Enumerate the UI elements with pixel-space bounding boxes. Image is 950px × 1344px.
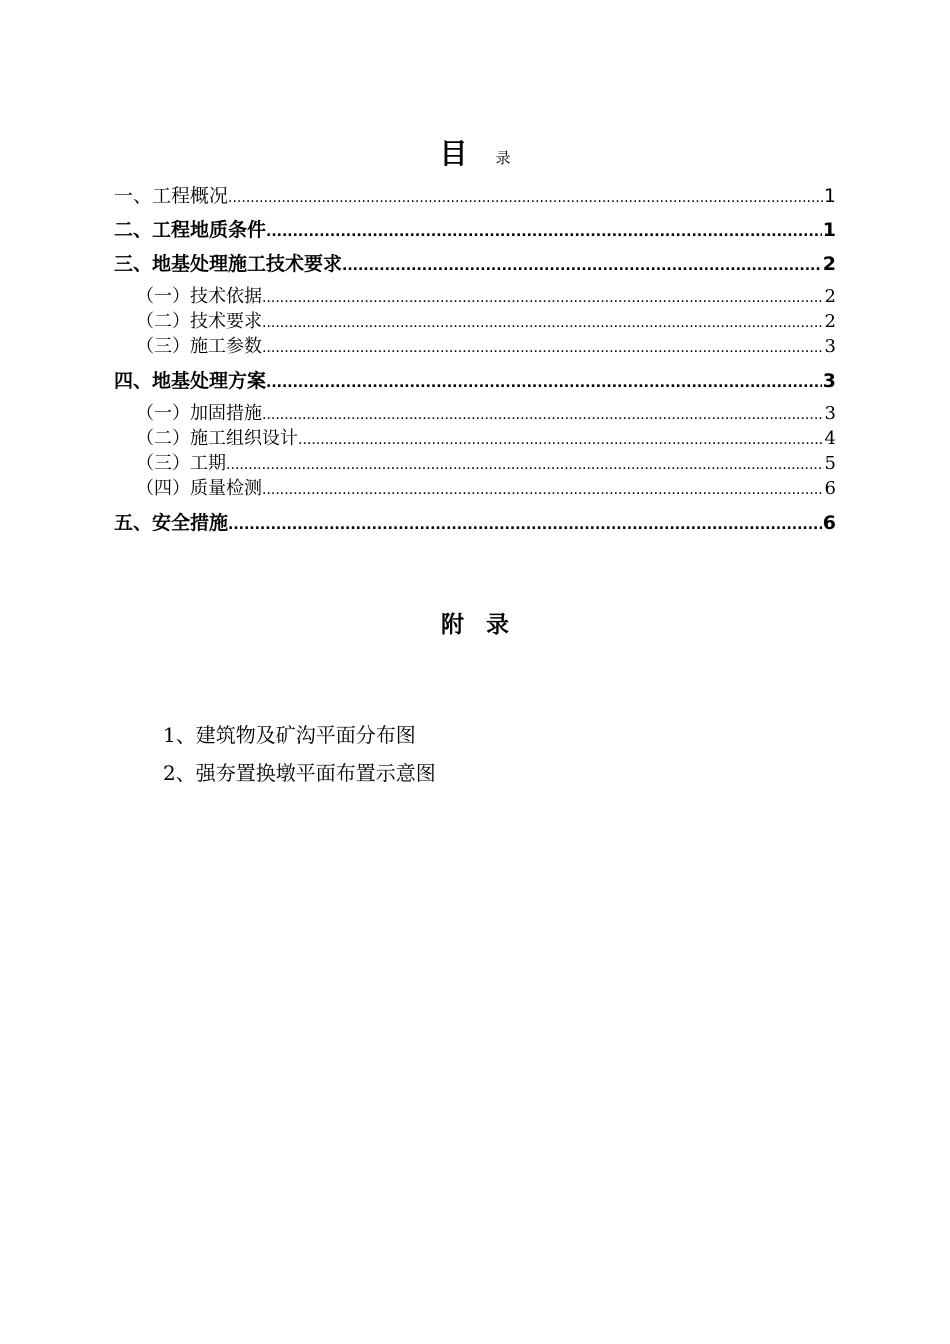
- toc-leader-dots: [298, 428, 824, 451]
- toc-leader-dots: [262, 478, 824, 501]
- appendix-title: 附录: [441, 612, 531, 638]
- toc-entry-label: （三）工期: [136, 453, 226, 474]
- toc-title-main: 目: [439, 137, 468, 170]
- toc-entry-label: （二）技术要求: [136, 311, 262, 332]
- toc-entry-label: （一）技术依据: [136, 286, 262, 307]
- spacer: [114, 359, 836, 367]
- toc-entry-label: 三、地基处理施工技术要求: [114, 253, 343, 275]
- toc-entry-page: 3: [822, 370, 836, 392]
- toc-leader-dots: [266, 218, 822, 246]
- toc-subentry[interactable]: [114, 451, 836, 476]
- toc-entry-page: 1: [822, 219, 836, 241]
- toc-leader-dots: [262, 403, 824, 426]
- toc-entry-page: 2: [824, 286, 836, 307]
- toc-leader-dots: [262, 311, 824, 334]
- toc-entry-label: （一）加固措施: [136, 403, 262, 424]
- toc-entry[interactable]: [114, 250, 836, 284]
- table-of-contents: [114, 182, 836, 543]
- toc-entry[interactable]: [114, 509, 836, 543]
- toc-title-sub: 录: [495, 149, 511, 167]
- toc-entry-label: 五、安全措施: [114, 512, 229, 534]
- toc-entry-page: 4: [824, 428, 836, 449]
- toc-subentry[interactable]: [114, 284, 836, 309]
- toc-entry-page: 3: [824, 336, 836, 357]
- toc-subentry[interactable]: [114, 334, 836, 359]
- toc-title: [0, 132, 950, 168]
- toc-leader-dots: [342, 252, 822, 280]
- toc-entry[interactable]: [114, 182, 836, 216]
- toc-subentry[interactable]: [114, 476, 836, 501]
- spacer: [114, 501, 836, 509]
- toc-entry-label: 四、地基处理方案: [114, 370, 267, 392]
- toc-entry-page: 2: [824, 311, 836, 332]
- toc-subentry[interactable]: [114, 401, 836, 426]
- toc-entry-label: （三）施工参数: [136, 336, 262, 357]
- toc-entry-label: 一、工程概况: [114, 185, 229, 207]
- toc-subentry[interactable]: [114, 309, 836, 334]
- toc-entry-page: 6: [824, 478, 836, 499]
- toc-entry-page: 6: [822, 512, 836, 534]
- toc-leader-dots: [266, 369, 822, 397]
- toc-entry-label: （二）施工组织设计: [136, 428, 298, 449]
- toc-entry[interactable]: [114, 367, 836, 401]
- appendix-list: [163, 720, 436, 796]
- toc-leader-dots: [226, 453, 824, 476]
- toc-entry-page: 1: [823, 185, 836, 207]
- toc-leader-dots: [228, 184, 823, 212]
- toc-subentry[interactable]: [114, 426, 836, 451]
- toc-entry-label: （四）质量检测: [136, 478, 262, 499]
- toc-leader-dots: [228, 511, 822, 539]
- toc-entry-label: 二、工程地质条件: [114, 219, 267, 241]
- toc-entry-page: 5: [824, 453, 836, 474]
- appendix-item: 1、建筑物及矿沟平面分布图: [163, 723, 416, 747]
- toc-entry-page: 2: [822, 253, 836, 275]
- appendix-item: 2、强夯置换墩平面布置示意图: [163, 761, 436, 785]
- toc-entry[interactable]: [114, 216, 836, 250]
- toc-leader-dots: [262, 286, 824, 309]
- toc-leader-dots: [262, 336, 824, 359]
- toc-entry-page: 3: [824, 403, 836, 424]
